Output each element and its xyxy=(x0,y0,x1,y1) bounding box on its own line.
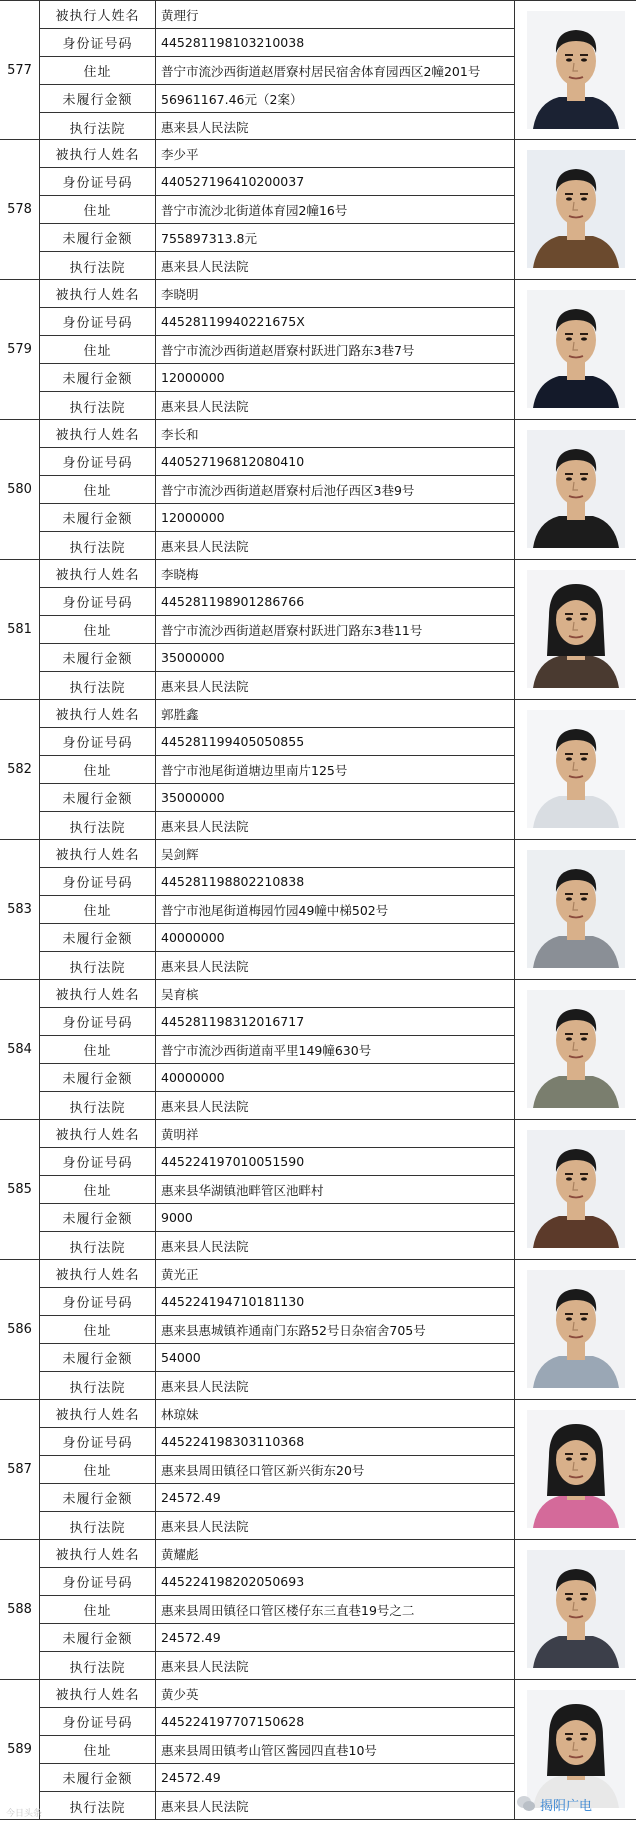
field-label: 身份证号码 xyxy=(40,1708,156,1735)
record-fields xyxy=(40,1,514,139)
field-label: 身份证号码 xyxy=(40,1008,156,1035)
field-value: 惠来县惠城镇祚通南门东路52号日杂宿舍705号 xyxy=(161,1322,426,1338)
field-value: 普宁市流沙北街道体育园2幢16号 xyxy=(161,202,348,218)
photo-cell xyxy=(514,140,636,279)
field-label: 住址 xyxy=(40,1736,156,1763)
field-label: 执行法院 xyxy=(40,672,156,700)
field-label: 未履行金额 xyxy=(40,364,156,391)
field-label: 未履行金额 xyxy=(40,504,156,531)
record-number: 577 xyxy=(0,1,40,139)
field-value: 40000000 xyxy=(161,930,225,945)
name-row xyxy=(40,140,514,168)
portrait xyxy=(527,290,625,408)
field-label: 执行法院 xyxy=(40,113,156,141)
field-value: 54000 xyxy=(161,1350,201,1365)
amount-row xyxy=(40,1484,514,1512)
photo-cell xyxy=(514,980,636,1119)
debtor-record xyxy=(0,140,636,280)
name-row xyxy=(40,1680,514,1708)
address-row xyxy=(40,196,514,224)
court-row xyxy=(40,252,514,280)
amount-row xyxy=(40,85,514,113)
name-row xyxy=(40,280,514,308)
portrait xyxy=(527,1410,625,1528)
field-label: 身份证号码 xyxy=(40,868,156,895)
id-number-row xyxy=(40,1708,514,1736)
name-row xyxy=(40,1,514,29)
address-row xyxy=(40,616,514,644)
portrait-photo xyxy=(527,430,625,548)
field-label: 身份证号码 xyxy=(40,1428,156,1455)
field-label: 执行法院 xyxy=(40,1092,156,1120)
address-row xyxy=(40,896,514,924)
portrait-photo xyxy=(527,11,625,129)
amount-row xyxy=(40,1064,514,1092)
name-row xyxy=(40,840,514,868)
field-label: 执行法院 xyxy=(40,1652,156,1680)
field-value: 惠来县人民法院 xyxy=(161,1379,249,1394)
field-value: 445281199405050855 xyxy=(161,734,305,749)
field-value: 惠来县周田镇考山管区酱园四直巷10号 xyxy=(161,1742,377,1758)
debtor-record xyxy=(0,0,636,140)
id-number-row xyxy=(40,1568,514,1596)
field-value: 李晓明 xyxy=(161,286,199,302)
name-row xyxy=(40,1260,514,1288)
name-row xyxy=(40,560,514,588)
record-number: 589 xyxy=(0,1680,40,1819)
field-label: 身份证号码 xyxy=(40,1288,156,1315)
field-value: 40000000 xyxy=(161,1070,225,1085)
amount-row xyxy=(40,364,514,392)
field-value: 黄光正 xyxy=(161,1266,199,1282)
portrait xyxy=(527,1270,625,1388)
field-label: 执行法院 xyxy=(40,1232,156,1260)
field-label: 住址 xyxy=(40,336,156,363)
record-number: 583 xyxy=(0,840,40,979)
court-row xyxy=(40,812,514,840)
field-label: 未履行金额 xyxy=(40,784,156,811)
field-value: 445224198303110368 xyxy=(161,1434,305,1449)
field-label: 执行法院 xyxy=(40,252,156,280)
field-label: 住址 xyxy=(40,756,156,783)
record-fields xyxy=(40,1400,514,1539)
portrait-photo xyxy=(527,850,625,968)
field-label: 被执行人姓名 xyxy=(40,1540,156,1567)
field-label: 住址 xyxy=(40,1036,156,1063)
field-value: 445224194710181130 xyxy=(161,1294,305,1309)
court-row xyxy=(40,113,514,141)
field-value: 445281198802210838 xyxy=(161,874,305,889)
field-label: 执行法院 xyxy=(40,1792,156,1820)
field-value: 郭胜鑫 xyxy=(161,706,199,722)
record-number: 585 xyxy=(0,1120,40,1259)
field-label: 被执行人姓名 xyxy=(40,1680,156,1707)
debtor-record xyxy=(0,1400,636,1540)
field-label: 执行法院 xyxy=(40,392,156,420)
debtor-record xyxy=(0,280,636,420)
field-label: 身份证号码 xyxy=(40,168,156,195)
portrait-photo xyxy=(527,710,625,828)
address-row xyxy=(40,1036,514,1064)
field-label: 未履行金额 xyxy=(40,85,156,112)
field-value: 35000000 xyxy=(161,790,225,805)
field-label: 身份证号码 xyxy=(40,1148,156,1175)
record-number: 581 xyxy=(0,560,40,699)
court-row xyxy=(40,1092,514,1120)
field-label: 住址 xyxy=(40,196,156,223)
portrait xyxy=(527,1130,625,1248)
field-value: 惠来县人民法院 xyxy=(161,1519,249,1534)
field-label: 身份证号码 xyxy=(40,1568,156,1595)
field-value: 惠来县人民法院 xyxy=(161,539,249,554)
amount-row xyxy=(40,1764,514,1792)
name-row xyxy=(40,1400,514,1428)
field-label: 身份证号码 xyxy=(40,29,156,56)
field-label: 执行法院 xyxy=(40,1512,156,1540)
id-number-row xyxy=(40,868,514,896)
field-label: 住址 xyxy=(40,616,156,643)
debtor-record xyxy=(0,980,636,1120)
watermark xyxy=(516,1790,636,1818)
photo-cell xyxy=(514,1,636,139)
field-label: 被执行人姓名 xyxy=(40,420,156,447)
field-label: 被执行人姓名 xyxy=(40,980,156,1007)
field-label: 住址 xyxy=(40,1316,156,1343)
portrait-photo xyxy=(527,290,625,408)
court-row xyxy=(40,672,514,700)
field-value: 惠来县华湖镇池畔管区池畔村 xyxy=(161,1182,324,1198)
portrait-photo xyxy=(527,1130,625,1248)
id-number-row xyxy=(40,1428,514,1456)
id-number-row xyxy=(40,588,514,616)
name-row xyxy=(40,1540,514,1568)
field-value: 普宁市流沙西街道赵厝寮村后池仔西区3巷9号 xyxy=(161,482,415,498)
photo-cell xyxy=(514,700,636,839)
record-fields xyxy=(40,840,514,979)
field-label: 未履行金额 xyxy=(40,1764,156,1791)
field-value: 黄少英 xyxy=(161,1686,199,1702)
field-value: 惠来县人民法院 xyxy=(161,1659,249,1674)
field-value: 惠来县周田镇径口管区新兴街东20号 xyxy=(161,1462,365,1478)
portrait xyxy=(527,710,625,828)
address-row xyxy=(40,336,514,364)
address-row xyxy=(40,476,514,504)
portrait-photo xyxy=(527,150,625,268)
name-row xyxy=(40,420,514,448)
field-label: 未履行金额 xyxy=(40,1204,156,1231)
corner-watermark: 今日头条 xyxy=(6,1809,43,1819)
field-value: 24572.49 xyxy=(161,1630,221,1645)
field-value: 林琼妹 xyxy=(161,1406,199,1422)
field-label: 住址 xyxy=(40,1596,156,1623)
field-label: 被执行人姓名 xyxy=(40,560,156,587)
record-number: 587 xyxy=(0,1400,40,1539)
photo-cell xyxy=(514,1260,636,1399)
record-fields xyxy=(40,700,514,839)
field-label: 身份证号码 xyxy=(40,448,156,475)
field-value: 惠来县人民法院 xyxy=(161,399,249,414)
name-row xyxy=(40,1120,514,1148)
record-fields xyxy=(40,280,514,419)
field-label: 被执行人姓名 xyxy=(40,280,156,307)
field-label: 未履行金额 xyxy=(40,644,156,671)
address-row xyxy=(40,1456,514,1484)
photo-cell xyxy=(514,1120,636,1259)
field-label: 被执行人姓名 xyxy=(40,700,156,727)
address-row xyxy=(40,1176,514,1204)
field-label: 被执行人姓名 xyxy=(40,1120,156,1147)
name-row xyxy=(40,980,514,1008)
field-value: 440527196410200037 xyxy=(161,174,305,189)
court-row xyxy=(40,1372,514,1400)
field-value: 24572.49 xyxy=(161,1490,221,1505)
field-label: 住址 xyxy=(40,57,156,84)
portrait xyxy=(527,150,625,268)
field-label: 执行法院 xyxy=(40,952,156,980)
name-row xyxy=(40,700,514,728)
debtor-record xyxy=(0,700,636,840)
debtor-record xyxy=(0,560,636,700)
field-value: 普宁市流沙西街道赵厝寮村跃进门路东3巷11号 xyxy=(161,622,423,638)
photo-cell xyxy=(514,1400,636,1539)
id-number-row xyxy=(40,308,514,336)
field-value: 黄耀彪 xyxy=(161,1546,199,1562)
address-row xyxy=(40,57,514,85)
field-value: 惠来县人民法院 xyxy=(161,819,249,834)
record-fields xyxy=(40,1260,514,1399)
record-fields xyxy=(40,560,514,699)
address-row xyxy=(40,756,514,784)
portrait xyxy=(527,1550,625,1668)
id-number-row xyxy=(40,728,514,756)
debtor-record xyxy=(0,840,636,980)
amount-row xyxy=(40,504,514,532)
amount-row xyxy=(40,224,514,252)
photo-cell xyxy=(514,560,636,699)
field-label: 身份证号码 xyxy=(40,308,156,335)
amount-row xyxy=(40,644,514,672)
record-number: 579 xyxy=(0,280,40,419)
field-value: 9000 xyxy=(161,1210,193,1225)
portrait-photo xyxy=(527,1550,625,1668)
field-label: 未履行金额 xyxy=(40,1064,156,1091)
field-value: 普宁市池尾街道梅园竹园49幢中梯502号 xyxy=(161,902,389,918)
portrait xyxy=(527,850,625,968)
field-label: 身份证号码 xyxy=(40,728,156,755)
portrait xyxy=(527,990,625,1108)
field-value: 黄理行 xyxy=(161,7,199,23)
field-label: 未履行金额 xyxy=(40,1344,156,1371)
record-fields xyxy=(40,980,514,1119)
portrait xyxy=(527,11,625,129)
field-label: 执行法院 xyxy=(40,532,156,560)
debtor-record xyxy=(0,1540,636,1680)
photo-cell xyxy=(514,280,636,419)
id-number-row xyxy=(40,1288,514,1316)
record-fields xyxy=(40,140,514,279)
field-value: 李少平 xyxy=(161,146,199,162)
record-number: 578 xyxy=(0,140,40,279)
field-value: 普宁市流沙西街道赵厝寮村居民宿舍体育园西区2幢201号 xyxy=(161,63,481,79)
record-number: 586 xyxy=(0,1260,40,1399)
watermark-text: 揭阳广电 xyxy=(540,1798,593,1814)
field-value: 445224198202050693 xyxy=(161,1574,305,1589)
portrait xyxy=(527,430,625,548)
field-value: 445281198312016717 xyxy=(161,1014,305,1029)
amount-row xyxy=(40,1344,514,1372)
field-value: 755897313.8元 xyxy=(161,230,258,246)
amount-row xyxy=(40,784,514,812)
record-fields xyxy=(40,420,514,559)
field-value: 惠来县人民法院 xyxy=(161,679,249,694)
field-label: 被执行人姓名 xyxy=(40,1400,156,1427)
field-value: 普宁市流沙西街道赵厝寮村跃进门路东3巷7号 xyxy=(161,342,415,358)
field-value: 惠来县人民法院 xyxy=(161,1799,249,1814)
portrait-photo xyxy=(527,1410,625,1528)
photo-cell xyxy=(514,1540,636,1679)
address-row xyxy=(40,1316,514,1344)
field-label: 住址 xyxy=(40,1176,156,1203)
address-row xyxy=(40,1736,514,1764)
record-number: 582 xyxy=(0,700,40,839)
court-row xyxy=(40,1652,514,1680)
field-value: 黄明祥 xyxy=(161,1126,199,1142)
field-label: 未履行金额 xyxy=(40,1484,156,1511)
amount-row xyxy=(40,1624,514,1652)
field-value: 56961167.46元（2案） xyxy=(161,91,303,107)
court-row xyxy=(40,1792,514,1820)
field-value: 惠来县人民法院 xyxy=(161,120,249,135)
field-value: 吴育槟 xyxy=(161,986,199,1002)
debtor-record xyxy=(0,420,636,560)
field-value: 445281198103210038 xyxy=(161,35,305,50)
field-value: 12000000 xyxy=(161,370,225,385)
field-value: 普宁市池尾街道塘边里南片125号 xyxy=(161,762,348,778)
field-value: 吴剑辉 xyxy=(161,846,199,862)
amount-row xyxy=(40,924,514,952)
record-fields xyxy=(40,1540,514,1679)
field-label: 住址 xyxy=(40,1456,156,1483)
portrait-photo xyxy=(527,570,625,688)
photo-cell xyxy=(514,840,636,979)
field-label: 住址 xyxy=(40,896,156,923)
record-number: 588 xyxy=(0,1540,40,1679)
field-value: 惠来县人民法院 xyxy=(161,1099,249,1114)
wechat-icon xyxy=(516,1794,536,1814)
court-row xyxy=(40,392,514,420)
photo-cell xyxy=(514,420,636,559)
field-value: 惠来县人民法院 xyxy=(161,1239,249,1254)
field-label: 执行法院 xyxy=(40,1372,156,1400)
field-value: 440527196812080410 xyxy=(161,454,305,469)
field-label: 执行法院 xyxy=(40,812,156,840)
court-row xyxy=(40,952,514,980)
field-value: 惠来县周田镇径口管区楼仔东三直巷19号之二 xyxy=(161,1602,415,1618)
field-value: 44528119940221675X xyxy=(161,314,305,329)
field-value: 445224197707150628 xyxy=(161,1714,305,1729)
field-label: 未履行金额 xyxy=(40,224,156,251)
field-label: 被执行人姓名 xyxy=(40,1260,156,1287)
field-value: 12000000 xyxy=(161,510,225,525)
id-number-row xyxy=(40,1148,514,1176)
field-value: 惠来县人民法院 xyxy=(161,959,249,974)
field-label: 被执行人姓名 xyxy=(40,140,156,167)
address-row xyxy=(40,1596,514,1624)
field-value: 24572.49 xyxy=(161,1770,221,1785)
court-row xyxy=(40,1512,514,1540)
field-value: 445224197010051590 xyxy=(161,1154,305,1169)
portrait-photo xyxy=(527,990,625,1108)
amount-row xyxy=(40,1204,514,1232)
field-label: 未履行金额 xyxy=(40,924,156,951)
court-row xyxy=(40,532,514,560)
field-value: 445281198901286766 xyxy=(161,594,305,609)
field-value: 35000000 xyxy=(161,650,225,665)
id-number-row xyxy=(40,448,514,476)
field-value: 李晓梅 xyxy=(161,566,199,582)
record-fields xyxy=(40,1680,514,1819)
portrait-photo xyxy=(527,1270,625,1388)
field-label: 未履行金额 xyxy=(40,1624,156,1651)
id-number-row xyxy=(40,1008,514,1036)
field-label: 住址 xyxy=(40,476,156,503)
debtor-record xyxy=(0,1260,636,1400)
record-number: 580 xyxy=(0,420,40,559)
field-value: 李长和 xyxy=(161,426,199,442)
field-label: 身份证号码 xyxy=(40,588,156,615)
id-number-row xyxy=(40,168,514,196)
record-fields xyxy=(40,1120,514,1259)
field-label: 被执行人姓名 xyxy=(40,1,156,28)
debtor-record xyxy=(0,1120,636,1260)
record-number: 584 xyxy=(0,980,40,1119)
court-row xyxy=(40,1232,514,1260)
field-value: 普宁市流沙西街道南平里149幢630号 xyxy=(161,1042,372,1058)
field-label: 被执行人姓名 xyxy=(40,840,156,867)
id-number-row xyxy=(40,29,514,57)
portrait xyxy=(527,570,625,688)
field-value: 惠来县人民法院 xyxy=(161,259,249,274)
